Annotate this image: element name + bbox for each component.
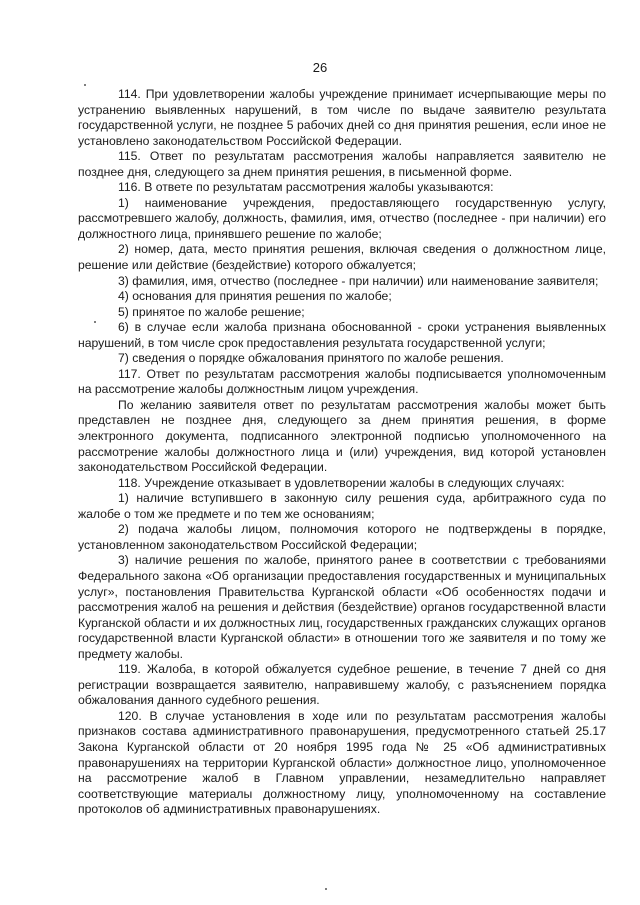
- list-item-116-2: 2) номер, дата, место принятия решения, включая сведения о должностном лице, решение или действие (бездействие) которого обжалуется;: [78, 242, 606, 273]
- scan-speck: [325, 888, 327, 890]
- paragraph-118: 118. Учреждение отказывает в удовлетворении жалобы в следующих случаях:: [118, 475, 565, 490]
- list-item-116-4: 4) основания для принятия решения по жалобе;: [118, 289, 392, 304]
- list-item-116-7: 7) сведения о порядке обжалования принятого по жалобе решения.: [118, 351, 504, 366]
- list-item-118-3: 3) наличие решения по жалобе, принятого ранее в соответствии с требованиями Федерального закона «Об организации предоставления государственных и муниципальных услуг», постановления Правительства Курганской области «Об особенностях подачи и рассмотрения жалоб на решения и действия (бездействие) органов государственной власти Курганской области и их должностных лиц, государственных гражданских служащих органов государственной власти Курганской области» в отношении того же заявителя и по тому же предмету жалобы.: [78, 553, 606, 661]
- list-item-116-3: 3) фамилия, имя, отчество (последнее - при наличии) или наименование заявителя;: [118, 273, 599, 288]
- paragraph-120: 120. В случае установления в ходе или по результатам рассмотрения жалобы признаков состава административного правонарушения, предусмотренного статьей 25.17 Закона Курганской области от 20 ноября 1995 года № 25 «Об административных правонарушениях на территории Курганской области» должностное лицо, уполномоченное на рассмотрение жалоб в Главном управлении, незамедлительно направляет соответствующие материалы должностному лицу, уполномоченному на составление протоколов об административных правонарушениях.: [78, 708, 606, 817]
- list-item-116-5: 5) принятое по жалобе решение;: [118, 304, 305, 319]
- scan-speck: [84, 84, 86, 86]
- paragraph-115: 115. Ответ по результатам рассмотрения жалобы направляется заявителю не позднее дня, следующего за днем принятия решения, в письменной форме.: [78, 149, 606, 179]
- paragraph-119: 119. Жалоба, в которой обжалуется судебное решение, в течение 7 дней со дня регистрации возвращается заявителю, направившему жалобу, с разъяснением порядка обжалования данного судебного решения.: [78, 662, 606, 708]
- list-item-118-1: 1) наличие вступившего в законную силу решения суда, арбитражного суда по жалобе о том же предмете и по тем же основаниям;: [78, 491, 606, 521]
- page-number: 26: [312, 60, 328, 75]
- document-body: [78, 87, 606, 818]
- list-item-116-1: 1) наименование учреждения, предоставляющего государственную услугу, рассмотревшего жалобу, должность, фамилия, имя, отчество (последнее - при наличии) его должностного лица, принявшего решение по жалобе;: [78, 195, 606, 241]
- list-item-116-6: 6) в случае если жалоба признана обоснованной - сроки устранения выявленных нарушений, в том числе срок предоставления результата государственной услуги;: [78, 320, 606, 350]
- paragraph-114: 114. При удовлетворении жалобы учреждение принимает исчерпывающие меры по устранению выявленных нарушений, в том числе по выдаче заявителю результата государственной услуги, не позднее 5 рабочих дней со дня принятия решения, если иное не установлено законодательством Российской Федерации.: [78, 87, 606, 148]
- paragraph-117: 117. Ответ по результатам рассмотрения жалобы подписывается уполномоченным на рассмотрение жалобы должностным лицом учреждения.: [78, 366, 606, 397]
- paragraph-117-electronic: По желанию заявителя ответ по результатам рассмотрения жалобы может быть представлен не позднее дня, следующего за днем принятия решения, в форме электронного документа, подписанного электронной подписью уполномоченного на рассмотрение жалобы должностного лица и (или) учреждения, вид которой установлен законодательством Российской Федерации.: [78, 397, 606, 475]
- paragraph-116: 116. В ответе по результатам рассмотрения жалобы указываются:: [118, 180, 494, 195]
- list-item-118-2: 2) подача жалобы лицом, полномочия которого не подтверждены в порядке, установленном законодательством Российской Федерации;: [78, 522, 606, 552]
